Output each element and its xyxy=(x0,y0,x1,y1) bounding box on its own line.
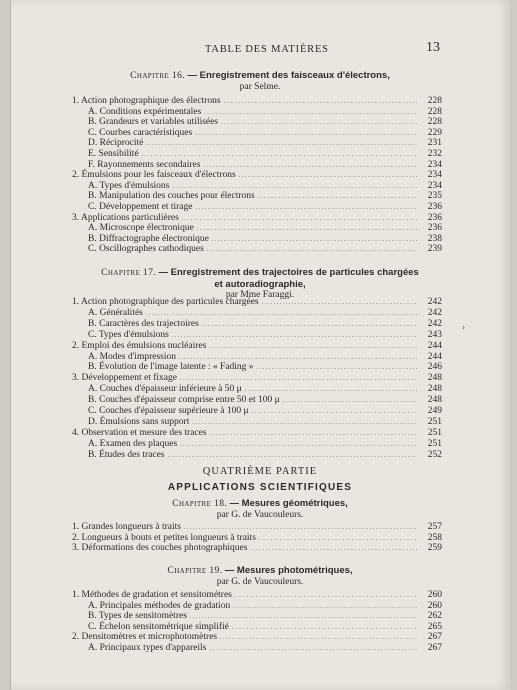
dot-leader xyxy=(146,308,417,318)
dot-leader xyxy=(179,352,417,362)
dot-leader xyxy=(258,191,417,201)
chapter-19-heading xyxy=(40,565,480,588)
toc-entry-label: D. Réciprocité xyxy=(88,138,144,149)
chapter-title: — Mesures photométriques, xyxy=(224,565,353,576)
toc-entry-label: 3. Applications particulières xyxy=(72,212,179,223)
toc-entry-label: 1. Action photographique des électrons xyxy=(72,96,221,106)
dot-leader xyxy=(212,234,417,244)
dot-leader xyxy=(209,643,417,653)
chapter-number: Chapitre 16. xyxy=(130,71,186,81)
toc-entry xyxy=(88,352,442,362)
chapter-title: — Enregistrement des trajectoires de particules chargées xyxy=(158,267,419,278)
dot-leader xyxy=(197,223,417,233)
toc-entry-label: 2. Longueurs à bouts et petites longueurs à traits xyxy=(72,532,256,543)
dot-leader xyxy=(262,297,417,307)
toc-entry xyxy=(88,223,442,233)
toc-entry-label: A. Principaux types d'appareils xyxy=(88,643,207,653)
toc-entry xyxy=(88,117,442,127)
toc-entry-label: 2. Emploi des émulsions nucléaires xyxy=(72,340,207,351)
dot-leader xyxy=(142,149,417,159)
toc-entry-label: A. Principales méthodes de gradation xyxy=(88,600,231,611)
toc-entry-page: 236 xyxy=(427,212,442,223)
dot-leader xyxy=(172,330,417,340)
toc-entry-page: 259 xyxy=(427,543,442,554)
dot-leader xyxy=(239,170,417,180)
toc-entry-page: 251 xyxy=(427,427,442,438)
toc-entry-page: 228 xyxy=(427,96,442,106)
dot-leader xyxy=(180,373,417,383)
dot-leader xyxy=(232,622,417,632)
toc-entry xyxy=(88,234,442,244)
toc-entry-page: 257 xyxy=(427,522,442,532)
dot-leader xyxy=(180,439,417,449)
dot-leader xyxy=(192,417,417,427)
toc-entry-page: 238 xyxy=(427,233,442,244)
dot-leader xyxy=(182,213,417,223)
toc-entry-page: 258 xyxy=(427,532,442,543)
chapter-author: par G. de Vaucouleurs. xyxy=(216,510,304,520)
toc-entry-label: B. Grandeurs et variables utilisées xyxy=(88,117,219,128)
toc-entry-label: A. Conditions expérimentales xyxy=(88,106,202,117)
toc-entry-page: 248 xyxy=(427,373,442,384)
toc-entry-label: A. Modes d'impression xyxy=(88,351,177,362)
toc-entry xyxy=(72,341,442,351)
chapter-16-heading xyxy=(40,70,480,93)
chapter-number: Chapitre 17. xyxy=(101,268,157,278)
dot-leader xyxy=(204,107,417,117)
toc-entry-label: A. Examen des plaques xyxy=(88,438,178,449)
toc-entry xyxy=(72,96,442,106)
toc-entry xyxy=(72,543,442,553)
chapter-18-heading xyxy=(40,498,480,521)
toc-entry-label: A. Types d'émulsions xyxy=(88,180,170,191)
toc-entry-page: 248 xyxy=(427,384,442,395)
dot-leader xyxy=(224,96,417,106)
toc-entry-label: D. Émulsions sans support xyxy=(88,416,190,427)
toc-entry-label: C. Courbes caractéristiques xyxy=(88,127,193,138)
chapter-number: Chapitre 18. xyxy=(172,499,228,509)
toc-entry-label: B. Types de sensitomètres xyxy=(88,611,187,622)
toc-entry-page: 260 xyxy=(427,600,442,611)
part-title: QUATRIÈME PARTIE xyxy=(202,466,318,477)
dot-leader xyxy=(259,533,417,543)
toc-entry-page: 239 xyxy=(427,244,442,255)
toc-entry-page: 262 xyxy=(427,611,442,622)
toc-entry-page: 242 xyxy=(427,318,442,329)
page-edge xyxy=(10,0,11,690)
toc-entry xyxy=(88,417,442,427)
toc-entry xyxy=(88,643,442,653)
toc-entry-page: 228 xyxy=(427,106,442,117)
toc-entry-page: 232 xyxy=(427,149,442,159)
dot-leader xyxy=(202,319,417,329)
dot-leader xyxy=(250,543,417,553)
dot-leader xyxy=(195,202,417,212)
toc-entry-label: B. Diffractographe électronique xyxy=(88,233,209,244)
dot-leader xyxy=(210,428,417,438)
toc-entry xyxy=(88,181,442,191)
toc-entry-label: 4. Observation et mesure des traces xyxy=(72,427,207,438)
toc-entry xyxy=(72,297,442,307)
dot-leader xyxy=(203,160,417,170)
toc-entry xyxy=(72,428,442,438)
chapter-title: — Enregistrement des faisceaux d'électrons, xyxy=(187,70,390,81)
toc-entry-page: 234 xyxy=(427,180,442,191)
toc-entry-label: C. Échelon sensitométrique simplifié xyxy=(88,621,229,632)
toc-entry xyxy=(88,362,442,372)
toc-entry xyxy=(88,384,442,394)
toc-entry-label: B. Couches d'épaisseur comprise entre 50 et 100 μ xyxy=(88,395,280,406)
toc-entry xyxy=(72,533,442,543)
toc-entry-page: 235 xyxy=(427,191,442,202)
dot-leader xyxy=(233,601,417,611)
margin-mark: › xyxy=(462,322,465,332)
toc-entry xyxy=(72,590,442,600)
toc-entry-page: 265 xyxy=(427,621,442,632)
toc-entry-label: 1. Action photographique des particules chargées xyxy=(72,297,259,307)
dot-leader xyxy=(190,611,417,621)
toc-entry-label: C. Oscillographes cathodiques xyxy=(88,244,204,255)
dot-leader xyxy=(220,632,417,642)
chapter-title-continued: et autoradiographie, xyxy=(214,279,306,290)
toc-entry-page: 229 xyxy=(427,127,442,138)
toc-entry xyxy=(88,319,442,329)
toc-entry xyxy=(88,107,442,117)
chapter-number: Chapitre 19. xyxy=(167,566,223,576)
toc-entry xyxy=(88,611,442,621)
dot-leader xyxy=(221,117,417,127)
toc-entry xyxy=(88,308,442,318)
toc-entry-label: C. Développement et tirage xyxy=(88,202,193,212)
toc-entry-page: 234 xyxy=(427,170,442,181)
page-number: 13 xyxy=(426,40,440,55)
toc-entry-page: 242 xyxy=(427,307,442,318)
chapter-author: par G. de Vaucouleurs. xyxy=(216,577,304,587)
toc-entry xyxy=(88,149,442,159)
dot-leader xyxy=(235,590,417,600)
toc-entry-label: C. Types d'émulsions xyxy=(88,329,169,340)
chapter-17-heading xyxy=(40,267,480,301)
toc-entry-page: 251 xyxy=(427,438,442,449)
toc-entry xyxy=(72,170,442,180)
toc-entry-page: 252 xyxy=(427,449,442,460)
toc-entry-page: 248 xyxy=(427,395,442,406)
toc-entry xyxy=(88,601,442,611)
toc-entry-label: C. Couches d'épaisseur supérieure à 100 μ xyxy=(88,406,249,416)
toc-entry xyxy=(88,202,442,212)
dot-leader xyxy=(209,341,417,351)
book-page xyxy=(10,0,510,690)
toc-entry-page: 228 xyxy=(427,117,442,128)
dot-leader xyxy=(184,522,417,532)
toc-entry-page: 251 xyxy=(427,416,442,427)
toc-entry xyxy=(72,213,442,223)
dot-leader xyxy=(146,138,417,148)
toc-entry-label: F. Rayonnements secondaires xyxy=(88,159,201,170)
toc-entry xyxy=(72,522,442,532)
toc-entry xyxy=(88,439,442,449)
toc-entry-page: 260 xyxy=(427,590,442,600)
running-header xyxy=(10,40,510,58)
dot-leader xyxy=(252,406,417,416)
toc-entry xyxy=(88,622,442,632)
dot-leader xyxy=(172,181,417,191)
part-subtitle: APPLICATIONS SCIENTIFIQUES xyxy=(167,482,353,493)
toc-entry-label: B. Évolution de l'image latente : « Fading » xyxy=(88,362,254,373)
toc-entry-label: B. Études des traces xyxy=(88,449,165,460)
toc-entry-page: 234 xyxy=(427,159,442,170)
toc-entry xyxy=(88,244,442,254)
header-title: TABLE DES MATIÈRES xyxy=(205,44,329,55)
toc-entry-page: 267 xyxy=(427,643,442,653)
toc-entry xyxy=(88,395,442,405)
toc-entry xyxy=(88,330,442,340)
toc-entry-label: 3. Déformations des couches photographiques xyxy=(72,543,248,554)
toc-entry xyxy=(88,450,442,460)
toc-entry-page: 267 xyxy=(427,632,442,643)
chapter-title: — Mesures géométriques, xyxy=(229,498,348,509)
toc-entry xyxy=(88,128,442,138)
toc-entry xyxy=(88,191,442,201)
toc-entry-page: 246 xyxy=(427,362,442,373)
chapter-author: par Selme. xyxy=(239,82,281,92)
toc-entry-page: 243 xyxy=(427,329,442,340)
toc-entry-page: 244 xyxy=(427,340,442,351)
toc-entry-label: 2. Densitomètres et microphotomètres xyxy=(72,632,218,643)
toc-entry-label: A. Microscope électronique xyxy=(88,223,194,234)
toc-entry-page: 231 xyxy=(427,138,442,149)
toc-entry-label: 1. Grandes longueurs à traits xyxy=(72,522,181,532)
dot-leader xyxy=(207,244,417,254)
toc-entry xyxy=(72,632,442,642)
dot-leader xyxy=(257,362,417,372)
toc-entry-label: B. Manipulation des couches pour électrons xyxy=(88,191,255,202)
toc-entry-label: A. Généralités xyxy=(88,307,143,318)
toc-entry-label: 2. Émulsions pour les faisceaux d'électrons xyxy=(72,170,236,181)
dot-leader xyxy=(283,395,417,405)
toc-entry xyxy=(88,406,442,416)
toc-entry-page: 249 xyxy=(427,406,442,416)
toc-entry-page: 236 xyxy=(427,223,442,234)
toc-entry-label: 3. Développement et fixage xyxy=(72,373,177,384)
dot-leader xyxy=(245,384,417,394)
toc-entry xyxy=(72,373,442,383)
toc-entry-label: A. Couches d'épaisseur inférieure à 50 μ xyxy=(88,384,242,395)
dot-leader xyxy=(168,450,417,460)
toc-entry xyxy=(88,160,442,170)
toc-entry-page: 244 xyxy=(427,351,442,362)
toc-entry-label: B. Caractères des trajectoires xyxy=(88,318,199,329)
toc-entry-label: E. Sensibilité xyxy=(88,149,139,159)
toc-entry xyxy=(88,138,442,148)
toc-entry-label: 1. Méthodes de gradation et sensitométres xyxy=(72,590,232,600)
chapter-author: par Mme Faraggi. xyxy=(225,290,295,300)
toc-entry-page: 242 xyxy=(427,297,442,307)
dot-leader xyxy=(195,128,417,138)
toc-entry-page: 236 xyxy=(427,202,442,212)
